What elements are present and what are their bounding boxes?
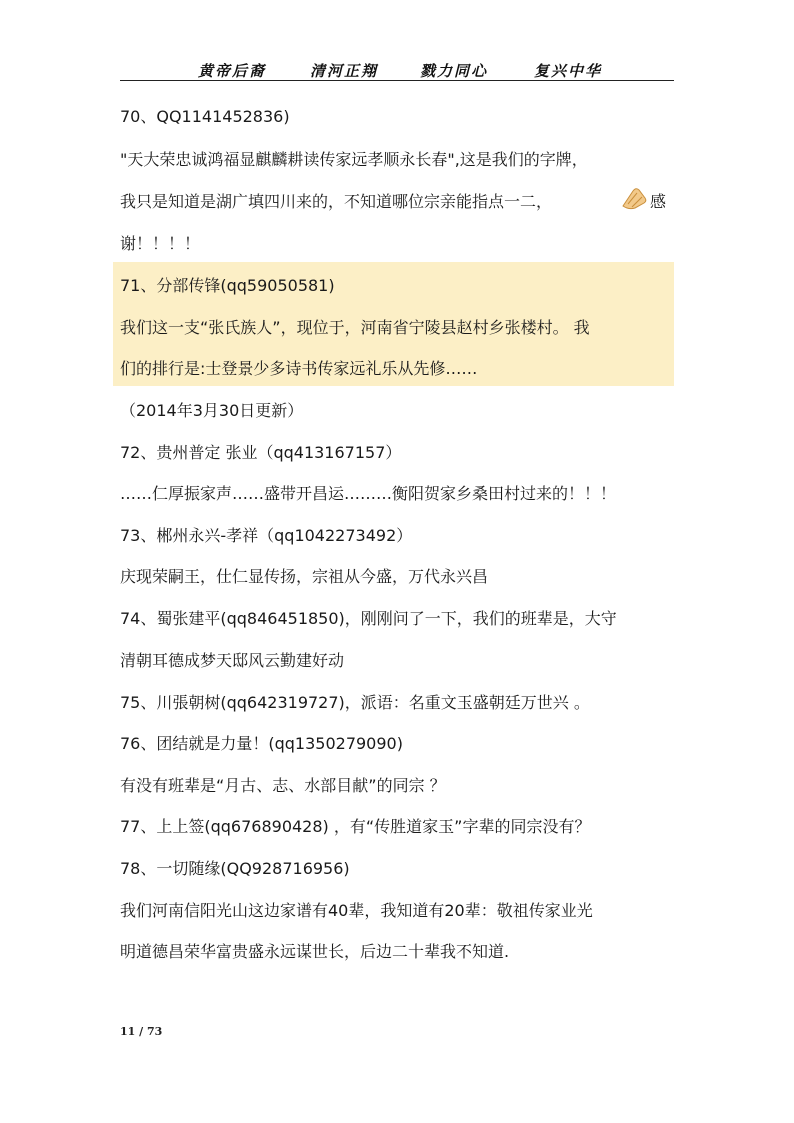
entry-72-title: 72、贵州普定 张业（qq413167157） bbox=[120, 443, 402, 462]
entry-70-title: 70、QQ1141452836) bbox=[120, 107, 290, 126]
entry-70-text-1: "天大荣忠诚鸿福显麒麟耕读传家远孝顺永长春",这是我们的字牌， bbox=[120, 150, 588, 169]
entry-70-text-3: 谢！！！！ bbox=[120, 234, 201, 253]
folded-hands-icon bbox=[620, 182, 650, 212]
entry-73-title: 73、郴州永兴-孝祥（qq1042273492） bbox=[120, 526, 413, 545]
entry-74-text-1: 74、蜀张建平(qq846451850)，刚刚问了一下，我们的班辈是，大守 bbox=[120, 609, 617, 628]
entry-71-title: 71、分部传锋(qq59050581) bbox=[120, 276, 335, 295]
header-motto-1: 黄帝后裔 bbox=[198, 62, 267, 80]
page-number: 11 / 73 bbox=[120, 1025, 163, 1038]
entry-76-title: 76、团结就是力量！(qq1350279090) bbox=[120, 734, 403, 753]
entry-74-text-2: 清朝耳德成梦天邸风云勤建好动 bbox=[120, 651, 345, 670]
header-motto-4: 复兴中华 bbox=[534, 62, 603, 80]
entry-76-text: 有没有班辈是“月古、志、水部目献”的同宗 ？ bbox=[120, 776, 446, 795]
entry-72-text: ……仁厚振家声……盛带开昌运………衡阳贺家乡桑田村过来的！！！ bbox=[120, 484, 617, 503]
entry-70-text-2: 我只是知道是湖广填四川来的，不知道哪位宗亲能指点一二， bbox=[120, 192, 553, 211]
entry-78-text-1: 我们河南信阳光山这边家谱有40辈，我知道有20辈：敬祖传家业光 bbox=[120, 901, 593, 920]
entry-71-text-2: 们的排行是:士登景少多诗书传家远礼乐从先修…… bbox=[120, 359, 478, 378]
header-divider bbox=[120, 80, 674, 81]
entry-73-text: 庆现荣嗣王，仕仁显传扬，宗祖从今盛，万代永兴昌 bbox=[120, 567, 489, 586]
entry-70-text-2-end: 感 bbox=[650, 192, 667, 211]
update-date-note: （2014年3月30日更新） bbox=[120, 401, 304, 420]
entry-71-text-1: 我们这一支“张氏族人”，现位于，河南省宁陵县赵村乡张楼村。 我 bbox=[120, 318, 590, 337]
header-motto-2: 清河正翔 bbox=[310, 62, 379, 80]
entry-75-text: 75、川張朝树(qq642319727)，派语：名重文玉盛朝廷万世兴 。 bbox=[120, 693, 590, 712]
header-motto-3: 戮力同心 bbox=[420, 62, 489, 80]
entry-78-text-2: 明道德昌荣华富贵盛永远谋世长，后边二十辈我不知道. bbox=[120, 942, 510, 961]
entry-78-title: 78、一切随缘(QQ928716956) bbox=[120, 859, 350, 878]
page-header bbox=[120, 52, 674, 82]
entry-77-text: 77、上上签(qq676890428) ，有“传胜道家玉”字辈的同宗没有？ bbox=[120, 817, 591, 836]
